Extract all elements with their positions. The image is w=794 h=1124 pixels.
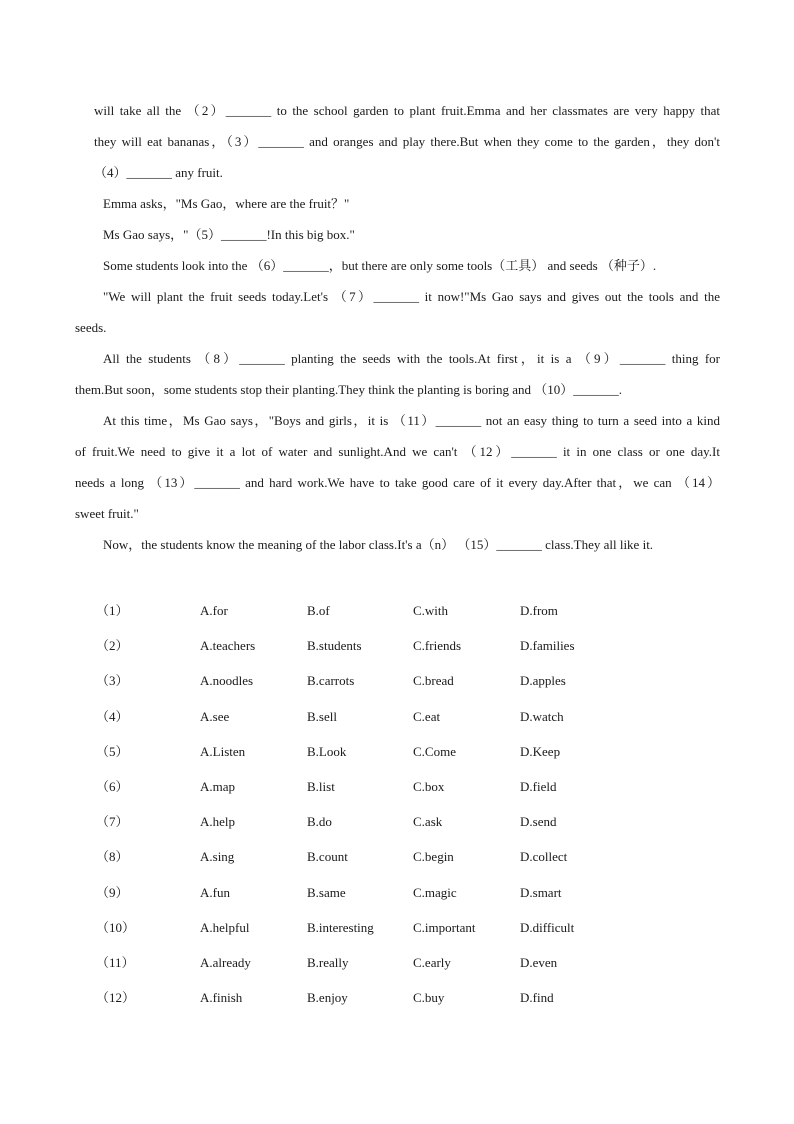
option-c: C.buy xyxy=(413,990,445,1006)
passage-line: will take all the （2）_______ to the school garden to plant fruit.Emma and her classmates are very happy that xyxy=(94,103,720,118)
question-number: （12） xyxy=(96,990,136,1006)
option-d: D.find xyxy=(520,990,554,1006)
passage-line: them.But soon，some students stop their planting.They think the planting is boring and （10）_______. xyxy=(75,382,623,397)
option-b: B.students xyxy=(307,638,362,654)
option-row xyxy=(96,915,616,950)
option-c: C.with xyxy=(413,603,449,618)
option-c: C.Come xyxy=(413,743,456,759)
option-a: A.help xyxy=(200,814,236,830)
option-c: C.eat xyxy=(413,708,441,724)
option-row xyxy=(96,809,616,844)
option-c: C.box xyxy=(413,778,445,794)
question-number: （6） xyxy=(96,778,129,794)
option-d: D.families xyxy=(520,638,575,654)
option-c: C.bread xyxy=(413,673,454,689)
option-b: B.of xyxy=(307,603,330,618)
option-row xyxy=(96,985,616,1020)
option-row xyxy=(96,633,616,668)
passage-line: seeds. xyxy=(75,320,107,335)
option-row xyxy=(96,739,616,774)
option-c: C.early xyxy=(413,954,451,970)
question-number: （10） xyxy=(96,919,136,935)
question-number: （4） xyxy=(96,708,129,724)
option-a: A.teachers xyxy=(200,638,256,654)
option-d: D.smart xyxy=(520,884,562,900)
option-d: D.from xyxy=(520,603,558,618)
question-number: （11） xyxy=(96,954,135,970)
option-d: D.send xyxy=(520,814,557,830)
option-b: B.really xyxy=(307,954,349,970)
option-row xyxy=(96,704,616,739)
option-b: B.enjoy xyxy=(307,990,348,1006)
option-b: B.sell xyxy=(307,708,337,724)
option-c: C.ask xyxy=(413,814,443,830)
option-row xyxy=(96,774,616,809)
option-row xyxy=(96,950,616,985)
passage-line: Now，the students know the meaning of the labor class.It's a（n） （15）_______ class.They all like it. xyxy=(103,537,654,552)
option-c: C.begin xyxy=(413,849,454,865)
passage-line: （4）_______ any fruit. xyxy=(94,165,223,180)
question-number: （7） xyxy=(96,814,129,830)
passage-line: needs a long （13）_______ and hard work.We have to take good care of it every day.After that，we can （14） xyxy=(75,475,720,490)
option-c: C.friends xyxy=(413,638,462,654)
passage-line: they will eat bananas，（3）_______ and oranges and play there.But when they come to the garden，they don't xyxy=(94,134,720,149)
option-row xyxy=(96,668,616,703)
option-c: C.magic xyxy=(413,884,457,900)
option-d: D.collect xyxy=(520,849,568,865)
option-d: D.difficult xyxy=(520,919,575,935)
passage-line: sweet fruit." xyxy=(75,506,139,521)
option-a: A.noodles xyxy=(200,673,254,689)
option-row xyxy=(96,880,616,915)
option-b: B.Look xyxy=(307,743,347,759)
option-b: B.interesting xyxy=(307,919,374,935)
passage-line: All the students （8）_______ planting the seeds with the tools.At first，it is a （9）_______ thing for xyxy=(103,351,720,366)
option-b: B.carrots xyxy=(307,673,355,689)
option-row xyxy=(96,844,616,879)
question-number: （8） xyxy=(96,849,129,865)
option-b: B.do xyxy=(307,814,332,830)
passage-line: Some students look into the （6）_______，but there are only some tools（工具） and seeds （种子）. xyxy=(103,258,657,273)
passage-line: of fruit.We need to give it a lot of water and sunlight.And we can't （12）_______ it in one class or one day.It xyxy=(75,444,720,459)
option-d: D.Keep xyxy=(520,743,561,759)
option-a: A.map xyxy=(200,778,236,794)
question-number: （9） xyxy=(96,884,129,900)
passage-line: Emma asks，"Ms Gao，where are the fruit？" xyxy=(103,196,350,211)
option-a: A.Listen xyxy=(200,743,246,759)
option-d: D.even xyxy=(520,954,558,970)
question-number: （3） xyxy=(96,673,129,689)
option-a: A.already xyxy=(200,954,251,970)
options-table xyxy=(96,598,616,1020)
option-a: A.helpful xyxy=(200,919,250,935)
passage-line: "We will plant the fruit seeds today.Let's （7）_______ it now!"Ms Gao says and gives out the tools and the xyxy=(103,289,720,304)
question-number: （5） xyxy=(96,743,129,759)
option-b: B.same xyxy=(307,884,346,900)
option-c: C.important xyxy=(413,919,476,935)
passage-line: At this time，Ms Gao says，"Boys and girls，it is （11）_______ not an easy thing to turn a seed into a kind xyxy=(103,413,720,428)
option-b: B.list xyxy=(307,778,335,794)
option-d: D.field xyxy=(520,778,557,794)
option-a: A.see xyxy=(200,708,230,724)
option-a: A.fun xyxy=(200,884,230,900)
passage xyxy=(75,98,720,563)
option-d: D.watch xyxy=(520,708,564,724)
option-a: A.sing xyxy=(200,849,235,865)
option-row xyxy=(96,598,616,633)
question-number: （2） xyxy=(96,638,129,654)
question-number: （1） xyxy=(96,603,129,618)
option-d: D.apples xyxy=(520,673,566,689)
passage-line: Ms Gao says，"（5）_______!In this big box." xyxy=(103,227,355,242)
option-a: A.finish xyxy=(200,990,243,1006)
option-b: B.count xyxy=(307,849,348,865)
option-a: A.for xyxy=(200,603,228,618)
